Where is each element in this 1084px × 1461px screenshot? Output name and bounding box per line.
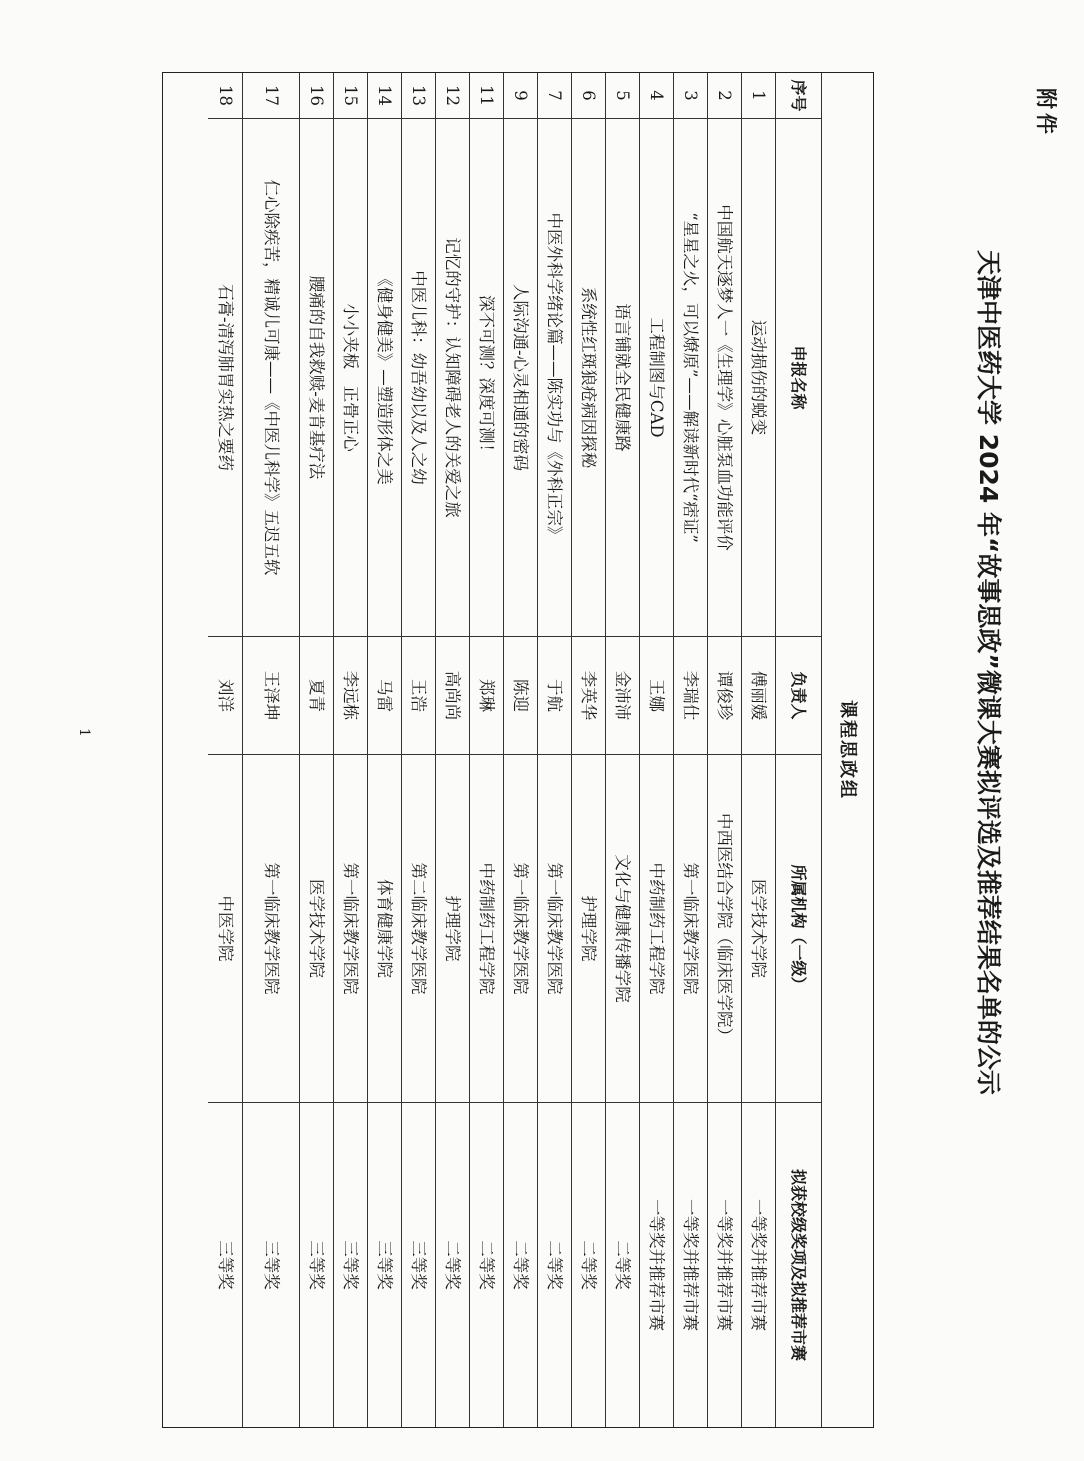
row-leader: 郑琳 xyxy=(470,637,503,755)
table-row xyxy=(639,73,673,1427)
group-name: 课程思政组 xyxy=(837,700,859,800)
row-institution: 第一临床教学医院 xyxy=(538,755,571,1103)
table-row xyxy=(503,73,537,1427)
row-name: 腰痛的自我救赎-麦肯基疗法 xyxy=(300,119,333,637)
row-no: 1 xyxy=(742,73,775,119)
header-no: 序号 xyxy=(776,73,821,119)
row-leader: 傅丽媛 xyxy=(742,637,775,755)
attachment-label: 附件 xyxy=(1034,88,1058,138)
row-no: 14 xyxy=(368,73,401,119)
row-name: 石膏-清泻肺胃实热之要药 xyxy=(208,119,242,637)
page-title: 天津中医药大学 2024 年“故事思政”微课大赛拟评选及推荐结果名单的公示 xyxy=(974,250,1003,1095)
row-name: 中医儿科：幼吾幼以及人之幼 xyxy=(402,119,435,637)
table-row xyxy=(333,73,367,1427)
row-award: 一等奖并推荐市赛 xyxy=(681,1199,701,1331)
page-number: 1 xyxy=(76,728,92,737)
table-row xyxy=(605,73,639,1427)
row-award: 三等奖 xyxy=(409,1240,429,1290)
row-leader: 于航 xyxy=(538,637,571,755)
table-row xyxy=(208,73,242,1427)
row-award: 二等奖 xyxy=(613,1240,633,1290)
row-institution: 第一临床教学医院 xyxy=(243,755,299,1103)
row-leader: 王娜 xyxy=(640,637,673,755)
row-no: 12 xyxy=(436,73,469,119)
row-institution: 医学技术学院 xyxy=(300,755,333,1103)
row-leader: 王浩 xyxy=(402,637,435,755)
row-leader: 李英华 xyxy=(572,637,605,755)
row-leader: 马雷 xyxy=(368,637,401,755)
row-no: 11 xyxy=(470,73,503,119)
row-no: 4 xyxy=(640,73,673,119)
row-leader: 李远栋 xyxy=(334,637,367,755)
row-name: “星星之火，可以燎原”——解读新时代“痞证” xyxy=(674,119,707,637)
row-award: 三等奖 xyxy=(307,1240,327,1290)
table-body xyxy=(208,73,775,1427)
row-institution: 体育健康学院 xyxy=(368,755,401,1103)
row-no: 15 xyxy=(334,73,367,119)
row-institution: 第二临床教学医院 xyxy=(402,755,435,1103)
row-institution: 第一临床教学医院 xyxy=(504,755,537,1103)
row-award: 二等奖 xyxy=(477,1240,497,1290)
table-row xyxy=(741,73,775,1427)
row-award: 二等奖 xyxy=(545,1240,565,1290)
row-award: 二等奖 xyxy=(511,1240,531,1290)
row-institution: 中西医结合学院（临床医学院） xyxy=(708,755,741,1103)
row-award: 三等奖 xyxy=(375,1240,395,1290)
row-name: 仁心除疾苦，精诚儿可康——《中医儿科学》五迟五软 xyxy=(243,119,299,637)
row-institution: 第一临床教学医院 xyxy=(334,755,367,1103)
row-name: 工程制图与CAD xyxy=(640,119,673,637)
row-name: 语言铺就全民健康路 xyxy=(606,119,639,637)
header-name: 申报名称 xyxy=(776,119,821,637)
row-institution: 医学技术学院 xyxy=(742,755,775,1103)
row-leader: 金沛沛 xyxy=(606,637,639,755)
row-institution: 中药制药工程学院 xyxy=(470,755,503,1103)
group-row xyxy=(821,73,873,1427)
row-no: 17 xyxy=(243,73,299,119)
header-leader: 负责人 xyxy=(776,637,821,755)
row-name: 深不可测？深度可测！ xyxy=(470,119,503,637)
row-name: 小小夹板 正骨正心 xyxy=(334,119,367,637)
row-award: 三等奖 xyxy=(261,1240,281,1290)
row-institution: 中医学院 xyxy=(208,755,242,1103)
row-institution: 中药制药工程学院 xyxy=(640,755,673,1103)
row-name: 运动损伤的蜕变 xyxy=(742,119,775,637)
row-leader: 夏青 xyxy=(300,637,333,755)
row-name: 记忆的守护：认知障碍老人的关爱之旅 xyxy=(436,119,469,637)
row-name: 系统性红斑狼疮病因探秘 xyxy=(572,119,605,637)
table-row xyxy=(242,73,299,1427)
table-row xyxy=(537,73,571,1427)
row-award: 一等奖并推荐市赛 xyxy=(749,1199,769,1331)
row-leader: 刘洋 xyxy=(208,637,242,755)
row-no: 9 xyxy=(504,73,537,119)
row-name: 中国航天逐梦人一《生理学》心脏泵血功能评价 xyxy=(708,119,741,637)
table-row xyxy=(707,73,741,1427)
row-leader: 王泽坤 xyxy=(243,637,299,755)
row-no: 2 xyxy=(708,73,741,119)
row-institution: 护理学院 xyxy=(572,755,605,1103)
table-row xyxy=(469,73,503,1427)
row-no: 16 xyxy=(300,73,333,119)
table-row xyxy=(367,73,401,1427)
row-no: 5 xyxy=(606,73,639,119)
row-award: 二等奖 xyxy=(579,1240,599,1290)
row-award: 一等奖并推荐市赛 xyxy=(647,1199,667,1331)
row-leader: 谭俊珍 xyxy=(708,637,741,755)
row-no: 6 xyxy=(572,73,605,119)
row-award: 二等奖 xyxy=(443,1240,463,1290)
row-institution: 护理学院 xyxy=(436,755,469,1103)
row-name: 《健身健美》—塑造形体之美 xyxy=(368,119,401,637)
results-table xyxy=(162,72,874,1428)
row-leader: 陈迎 xyxy=(504,637,537,755)
row-name: 人际沟通-心灵相通的密码 xyxy=(504,119,537,637)
header-institution: 所属机构（一级） xyxy=(776,755,821,1103)
row-no: 3 xyxy=(674,73,707,119)
row-name: 中医外科学绪论篇——陈实功与《外科正宗》 xyxy=(538,119,571,637)
table-row xyxy=(673,73,707,1427)
header-award: 拟获校级奖项及拟推荐市赛 xyxy=(789,1168,809,1361)
table-header xyxy=(775,73,821,1427)
row-institution: 第一临床教学医院 xyxy=(674,755,707,1103)
row-leader: 李瑞仕 xyxy=(674,637,707,755)
row-award: 三等奖 xyxy=(341,1240,361,1290)
row-no: 7 xyxy=(538,73,571,119)
table-row xyxy=(401,73,435,1427)
row-no: 13 xyxy=(402,73,435,119)
row-award: 一等奖并推荐市赛 xyxy=(715,1199,735,1331)
table-row xyxy=(299,73,333,1427)
table-row xyxy=(571,73,605,1427)
row-award: 三等奖 xyxy=(215,1240,235,1290)
row-institution: 文化与健康传播学院 xyxy=(606,755,639,1103)
table-row xyxy=(435,73,469,1427)
row-no: 18 xyxy=(208,73,242,119)
row-leader: 高尚尚 xyxy=(436,637,469,755)
